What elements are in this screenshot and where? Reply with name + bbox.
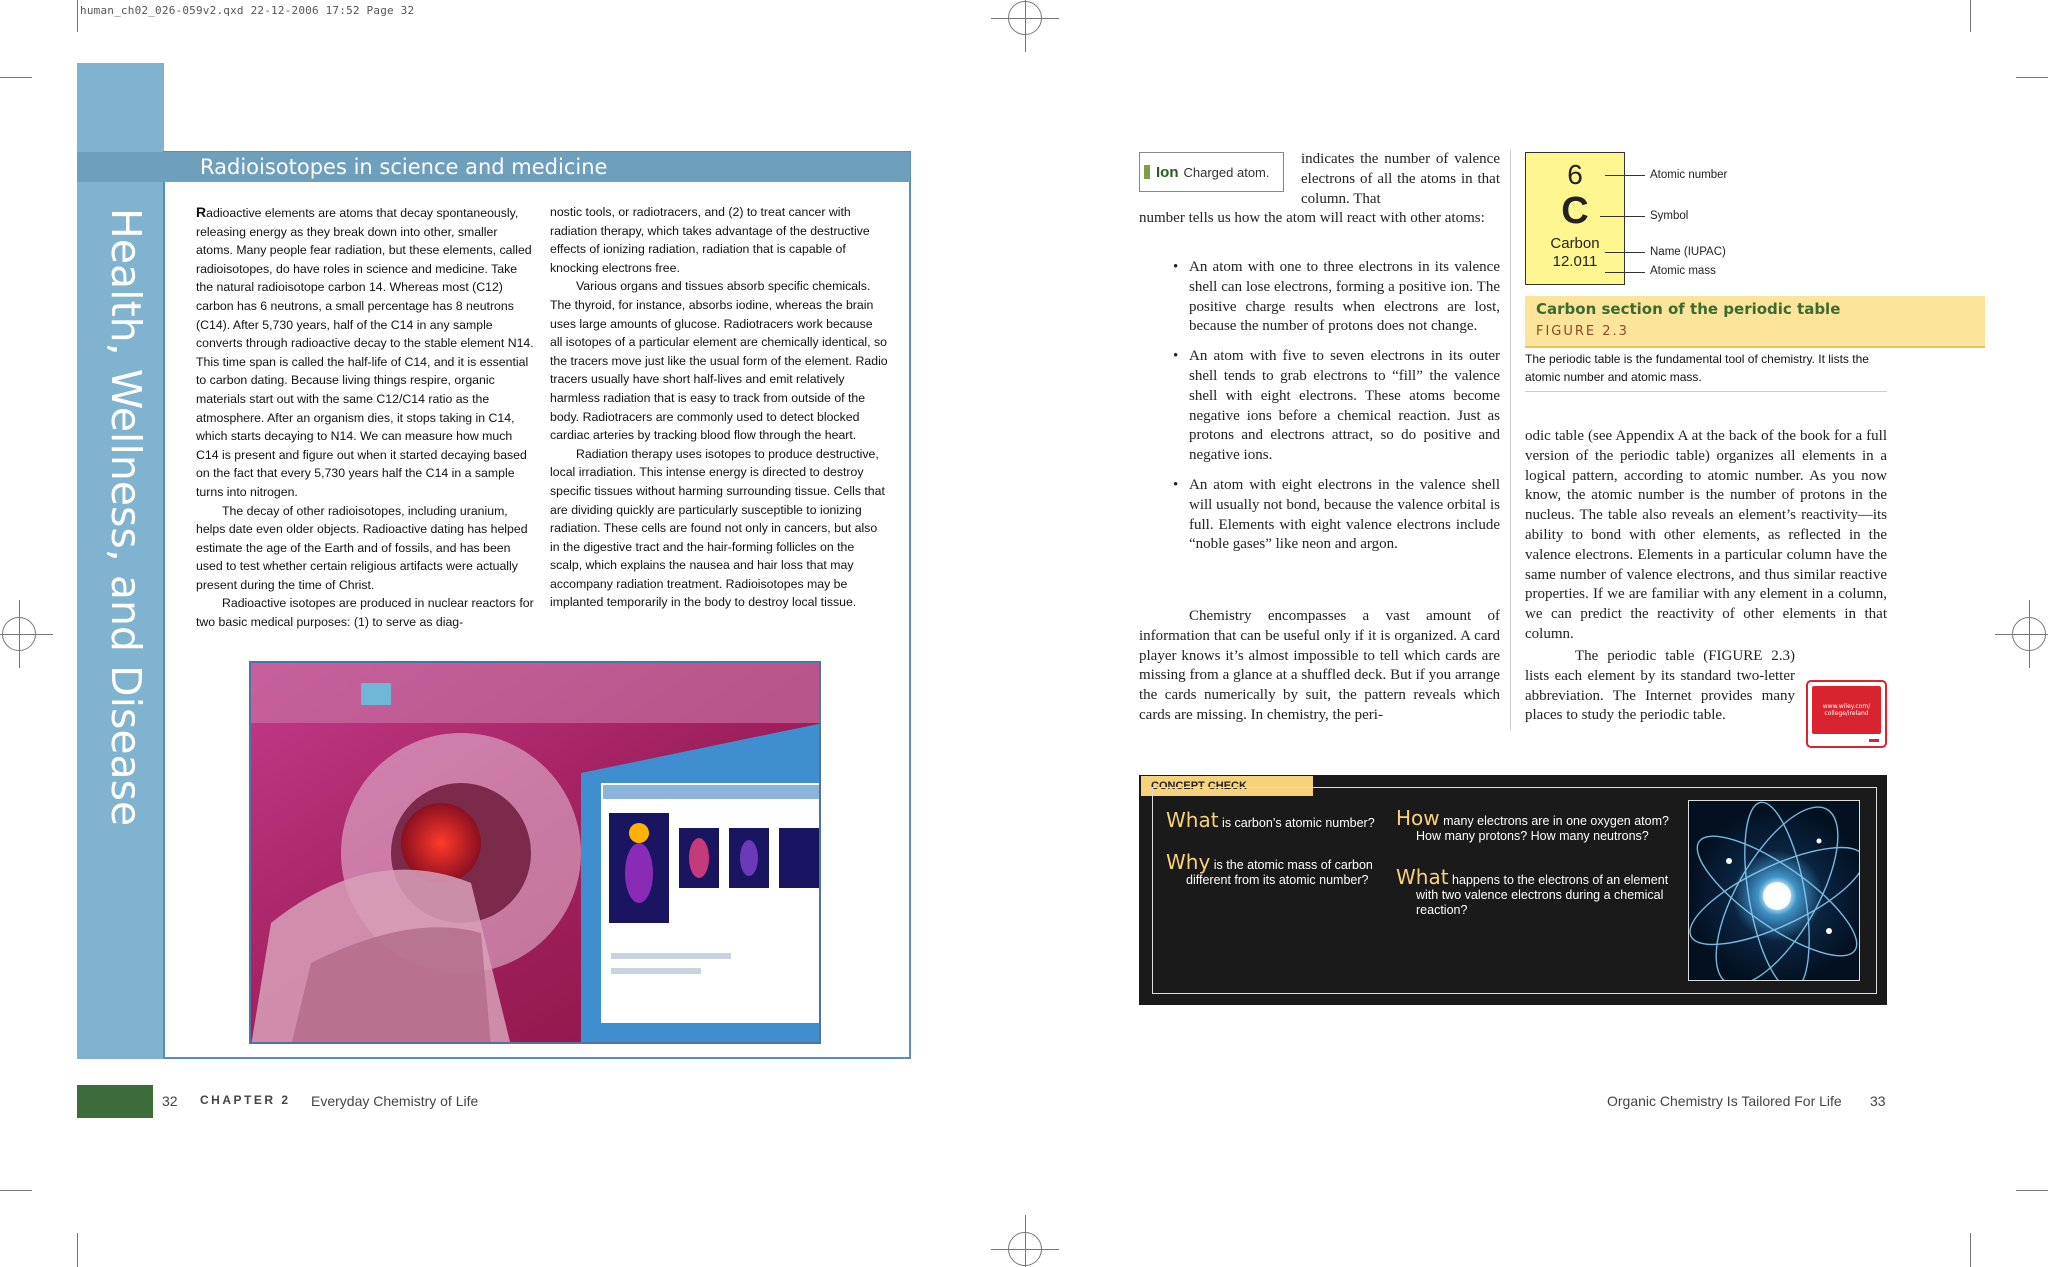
leader-line [1605,175,1645,176]
paragraph: Radioactive isotopes are produced in nuclear reactors for two basic medical purposes: (1) to serve as diag- [196,596,534,630]
paragraph: Various organs and tissues absorb specific chemicals. The thyroid, for instance, absorbs iodine, whereas the brain uses large amounts of glucose. Radiotracers work because all isotopes of a particular element are chemically identical, so the tracers move just like the usual form of the element. Radio tracers usually have short half-lives and emit relatively harmless radiation that is easy to track from outside of the body. Radiotracers are commonly used to detect blocked cardiac arteries by tracking blood flow through the heart. [550,279,888,443]
atomic-mass: 12.011 [1552,253,1598,270]
list-item: • An atom with one to three electrons in its valence shell can lose electrons, forming a positive ion. The positive charge results when electrons are lost, because the number of protons does not change. [1169,258,1500,337]
valence-bullet-list [1169,258,1500,565]
figure-caption-bar [1525,296,1985,348]
crop-mark [0,1190,32,1191]
list-item: • An atom with eight electrons in the valence shell will usually not bond, because the valence orbital is full. Elements with eight valence electrons include “noble gases” like neon and argon. [1169,476,1500,555]
label-name: Name (IUPAC) [1650,246,1726,258]
concept-question: What is carbon’s atomic number? [1166,808,1375,832]
periodic-table-paragraph-2: The periodic table (FIGURE 2.3) lists each element by its standard two-letter abbreviation. The Internet provides many places to study the periodic table. [1525,648,1795,724]
crop-mark [1970,1233,1971,1267]
figure-description: The periodic table is the fundamental tool of chemistry. It lists the atomic number and atomic mass. [1525,352,1869,384]
page-number-right: 33 [1870,1093,1886,1109]
footer-chapter-title: Everyday Chemistry of Life [311,1093,479,1109]
concept-check-tab: CONCEPT CHECK [1141,776,1313,796]
periodic-table-paragraph: odic table (see Appendix A at the back of the book for a full version of the periodic table) organizes all elements in a logical pattern, according to atomic number. As you now know, the atomic number is the number of protons in the nucleus. The table also reveals an element’s reactivity—its ability to bond with other elements, as reflected in the valence electrons. Elements in a particular column have the same number of valence electrons, and thus similar reactive properties. If we are familiar with any element in a column, we can predict the reactivity of other elements in that column. [1525,428,1887,642]
print-slug: human_ch02_026-059v2.qxd 22-12-2006 17:52 Page 32 [80,4,415,17]
glossary-marker [1144,165,1150,179]
footer-color-bar [77,1085,153,1118]
pet-scan-illustration [251,663,821,1044]
question-lead: How [1396,806,1440,830]
label-atomic-number: Atomic number [1650,169,1728,181]
paragraph: The decay of other radioisotopes, including uranium, helps date even older objects. Radioactive dating has helped estimate the age of the Earth and of fossils, and has been used to test whether certain religious artifacts were actually present during the time of Christ. [196,503,528,592]
footer-section-title: Organic Chemistry Is Tailored For Life [1607,1093,1842,1109]
list-item: • An atom with five to seven electrons in its outer shell tends to grab electrons to “fill” the valence shell with eight electrons. These atoms become negative ions before a chemical reaction. Just as protons and electrons attract, so do positive and negative ions. [1169,347,1500,466]
concept-question: What happens to the electrons of an element with two valence electrons during a chemical reaction? [1396,865,1669,917]
concept-question: Why is the atomic mass of carbon different from its atomic number? [1166,850,1373,887]
question-lead: Why [1166,850,1211,874]
web-url: www.wiley.com/ college/ireland [1822,703,1871,717]
leader-line [1605,252,1645,253]
intro-text-right: indicates the number of valence electrons of all the atoms in that column. That [1301,151,1500,207]
crop-mark [1970,0,1971,32]
leader-line [1600,216,1645,217]
paragraph: nostic tools, or radiotracers, and (2) to treat cancer with radiation therapy, which takes advantage of the destructive effects of ionizing radiation, radiation that is capable of knocking electrons free. [550,205,870,275]
crop-mark [77,1233,78,1267]
carbon-element-cell [1525,152,1625,285]
column-divider [1510,150,1511,730]
glossary-term-box [1139,152,1284,192]
footer-chapter-label: CHAPTER 2 [200,1093,291,1107]
atom-orbits [1689,801,1860,981]
figure-title: Carbon section of the periodic table [1536,300,1841,318]
question-lead: What [1166,808,1219,832]
registration-mark [2,617,36,651]
feature-column-2 [550,203,888,612]
feature-column-1 [196,203,534,632]
glossary-definition: Charged atom. [1183,164,1270,180]
web-badge-dot [1869,739,1879,742]
atomic-number: 6 [1567,159,1583,190]
side-tab-title: Health, Wellness, and Disease [102,208,150,827]
leader-line [1605,272,1645,273]
figure-number: FIGURE 2.3 [1536,324,1629,339]
web-resource-badge[interactable] [1806,680,1887,748]
registration-mark [2012,617,2046,651]
glossary-term: Ion [1156,163,1179,181]
registration-mark [1008,1,1042,35]
intro-text-full: number tells us how the atom will react with other atoms: [1139,210,1485,226]
registration-mark [1008,1232,1042,1266]
crop-mark [2016,1190,2048,1191]
crop-mark [77,0,78,32]
label-symbol: Symbol [1650,210,1689,222]
drop-cap: R [196,204,207,220]
element-name: Carbon [1550,235,1600,252]
concept-question: How many electrons are in one oxygen atom? How many protons? How many neutrons? [1396,806,1669,843]
page-number-left: 32 [162,1093,178,1109]
chemistry-paragraph: Chemistry encompasses a vast amount of information that can be useful only if it is organized. A card player knows it’s almost impossible to tell which cards are missing from a glance at a shuffled deck. But if you arrange the cards numerically by suit, the pattern reveals which cards are missing. In chemistry, the peri- [1139,608,1500,723]
pet-scan-photo [249,661,821,1044]
crop-mark [0,77,32,78]
feature-box-title: Radioisotopes in science and medicine [200,155,608,179]
label-atomic-mass: Atomic mass [1650,265,1716,277]
figure-rule [1525,391,1887,392]
element-symbol: C [1561,190,1589,232]
question-lead: What [1396,865,1449,889]
atom-illustration [1688,800,1860,981]
paragraph: Radiation therapy uses isotopes to produce destructive, local irradiation. This intense energy is directed to destroy specific tissues without harming surrounding tissue. Cells that are dividing quickly are particularly susceptible to ionizing radiation. These cells are found not only in cancers, but also in the digestive tract and the hair-forming follicles on the scalp, which explains the nausea and hair loss that may accompany radiation treatment. Radioisotopes may be implanted temporarily in the body to destroy local tissue. [550,446,885,610]
paragraph: Radioactive elements are atoms that decay spontaneously, releasing energy as they break down into other, smaller atoms. Many people fear radiation, but these elements, called radioisotopes, do have roles in science and medicine. Take the natural radioisotope carbon 14. Whereas most (C12) carbon has 6 neutrons, a small percentage has 8 neutrons (C14). After 5,730 years, half of the C14 in any sample converts through radioactive decay to the stable element N14. This time span is called the half-life of C14, and it is essential to carbon dating. Because living things respire, organic materials start out with the same C12/C14 ratio as the atmosphere. After an organism dies, it stops taking in C14, which starts decaying to N14. We can measure how much C14 is present and figure out when it started decaying based on the fact that every 5,730 years half the C14 in a sample turns into nitrogen. [196,204,534,499]
crop-mark [2016,77,2048,78]
